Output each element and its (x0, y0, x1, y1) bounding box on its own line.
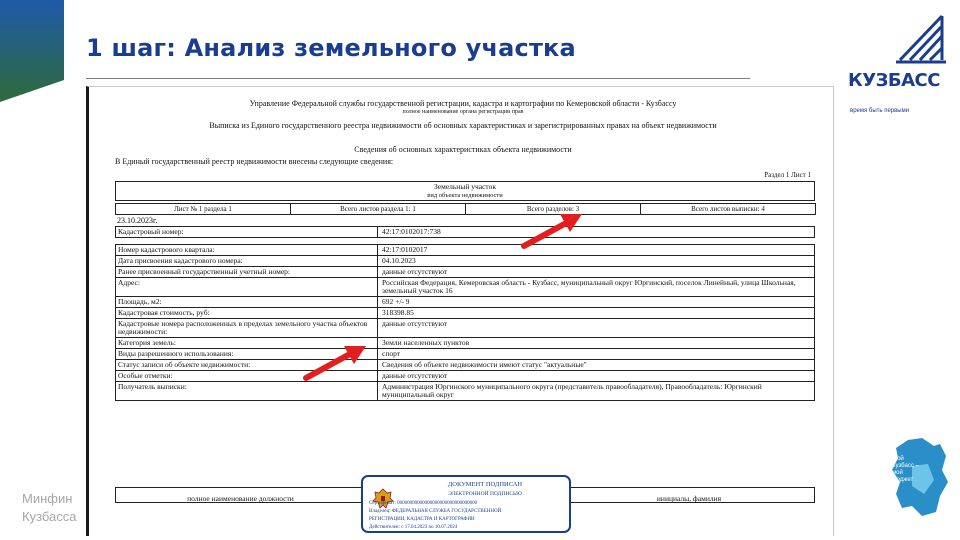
region-line: мой (892, 470, 903, 476)
row-label: Кадастровый номер: (116, 227, 378, 237)
table-row (115, 359, 815, 371)
table-row (115, 255, 815, 267)
row-label: Номер кадастрового квартала: (116, 245, 378, 255)
stamp-line: РЕГИСТРАЦИИ, КАДАСТРА И КАРТОГРАФИИ (369, 517, 475, 522)
row-label: Кадастровая стоимость, руб: (116, 308, 378, 318)
egrn-extract-document (86, 86, 834, 536)
region-line: Мой (892, 456, 904, 462)
region-badge-text (892, 456, 919, 484)
row-label: Дата присвоения кадастрового номера: (116, 256, 378, 266)
footer-line: Минфин (22, 491, 73, 506)
table-row (115, 337, 815, 349)
row-value: 42:17:0102017:738 (382, 227, 441, 236)
row-value: Земли населенных пунктов (382, 338, 470, 347)
row-label: Получатель выписки: (116, 382, 378, 400)
row-value: 318398.85 (382, 308, 414, 317)
row-value: Российская Федерация, Кемеровская область - Кузбасс, муниципальный округ Юргинский, поселок Линейный, улица Школьная, земельный участок 16 (382, 278, 796, 295)
brand-name: КУЗБАСС (848, 70, 940, 91)
doc-sheet-info (115, 203, 815, 215)
corner-decoration (0, 0, 64, 102)
table-row (115, 266, 815, 278)
table-row (115, 244, 815, 256)
row-value: данные отсутствуют (382, 267, 448, 276)
doc-object-type: Земельный участок (433, 182, 497, 191)
doc-date: 23.10.2023г. (117, 216, 158, 225)
region-line: Кузбасс – (892, 463, 919, 469)
table-row (115, 381, 815, 401)
row-value: спорт (382, 349, 401, 358)
footer-line: Кузбасса (22, 509, 77, 524)
coat-of-arms-icon (371, 487, 395, 511)
table-row (115, 277, 815, 297)
doc-section-label: Раздел 1 Лист 1 (764, 171, 811, 179)
brand-logo (846, 12, 950, 122)
stamp-line: Владелец: ФЕДЕРАЛЬНАЯ СЛУЖБА ГОСУДАРСТВЕННОЙ (369, 509, 502, 514)
row-value: 692 +/- 9 (382, 297, 410, 306)
title-divider (86, 78, 750, 79)
doc-intro: В Единый государственный реестр недвижимости внесены следующие сведения: (115, 157, 394, 166)
table-row (115, 307, 815, 319)
brand-slogan: время быть первыми (850, 108, 910, 114)
doc-characteristics-table (115, 217, 815, 401)
doc-section-title: Сведения об основных характеристиках объекта недвижимости (354, 145, 572, 154)
doc-agency: Управление Федеральной службы государственной регистрации, кадастра и картографии по Кемеровской области - Кузбассу (249, 99, 677, 108)
stamp-subtitle: ЭЛЕКТРОННОЙ ПОДПИСЬЮ (448, 491, 522, 497)
doc-agency-note: полное наименование органа регистрации прав (402, 109, 524, 115)
row-label: Статус записи об объекте недвижимости: (116, 360, 378, 370)
row-label: Особые отметки: (116, 371, 378, 381)
row-label: Ранее присвоенный государственный учетный номер: (116, 267, 378, 277)
row-value: данные отсутствуют (382, 319, 448, 328)
stamp-title: ДОКУМЕНТ ПОДПИСАН (447, 481, 523, 488)
signature-position-label: полное наименование должности (116, 488, 366, 502)
sheet-cell: Всего листов раздела 1: 1 (290, 203, 466, 215)
table-row (115, 370, 815, 382)
table-row (115, 226, 815, 238)
row-value: Администрация Юргинского муниципального округа (представитель правообладателя), Правообладатель: Юргинский муниципальный округ (382, 382, 762, 399)
row-label: Категория земель: (116, 338, 378, 348)
row-value: данные отсутствуют (382, 371, 448, 380)
row-value: 04.10.2023 (382, 256, 416, 265)
doc-object-type-box (115, 181, 815, 201)
signature-name-label: инициалы, фамилия (656, 494, 722, 503)
row-label: Адрес: (116, 278, 378, 296)
row-value: 42:17:0102017 (382, 245, 428, 254)
row-label: Кадастровые номера расположенных в пределах земельного участка объектов недвижимости: (116, 319, 378, 337)
sheet-cell: Лист № 1 раздела 1 (115, 203, 291, 215)
row-label: Площадь, м2: (116, 297, 378, 307)
doc-object-type-note: вид объекта недвижимости (427, 192, 503, 199)
page-title: 1 шаг: Анализ земельного участка (86, 34, 576, 62)
electronic-signature-stamp (361, 475, 571, 533)
sheet-cell: Всего разделов: 3 (465, 203, 641, 215)
table-row (115, 296, 815, 308)
row-value: Сведения об объекте недвижимости имеют статус "актуальные" (382, 360, 587, 369)
table-row (115, 318, 815, 338)
stamp-line: Сертификат: 00000000000000000000000000000000 (369, 501, 478, 506)
sheet-cell: Всего листов выписки: 4 (640, 203, 816, 215)
footer-organization (22, 490, 77, 526)
table-row (115, 348, 815, 360)
doc-extract-title: Выписка из Единого государственного реестра недвижимости об основных характеристиках и зарегистрированных правах на объект недвижимости (209, 121, 717, 130)
stamp-line: Действителен: с 17.04.2023 по 10.07.2024 (369, 525, 458, 530)
region-line: бюджет (892, 477, 914, 483)
row-label: Виды разрешенного использования: (116, 349, 378, 359)
